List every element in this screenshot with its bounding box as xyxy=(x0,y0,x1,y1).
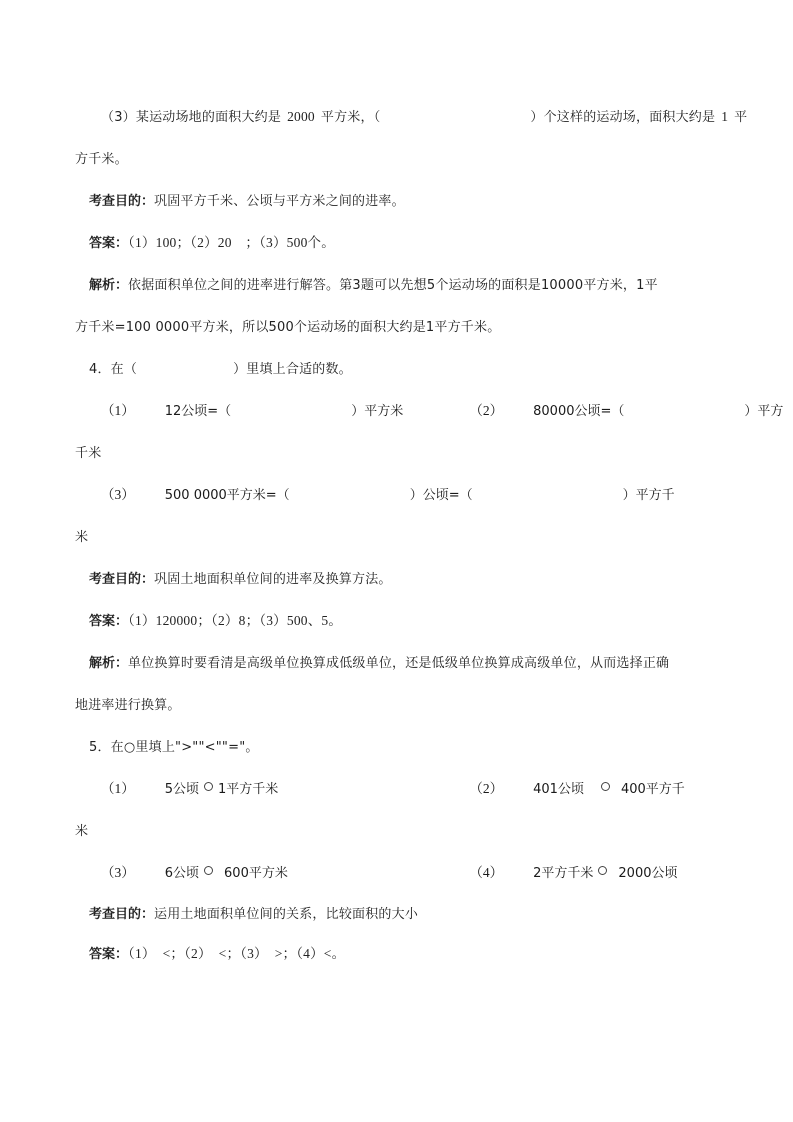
q5-title xyxy=(75,726,725,768)
q5-item-1-left: 5公顷 xyxy=(164,782,200,797)
q3-statement-part-a: （3）某运动场地的面积大约是 xyxy=(101,110,282,125)
q3-statement-line1 xyxy=(75,96,748,138)
q3-analysis-line2 xyxy=(75,306,725,348)
q4-title-head: 4．在（ xyxy=(89,362,138,377)
q4-analysis-line2 xyxy=(75,684,725,726)
q5-purpose-text: 运用土地面积单位间的关系，比较面积的大小 xyxy=(154,907,419,922)
q3-statement-part-d: 平 xyxy=(734,110,748,125)
q3-statement-part-c: ）个这样的运动场，面积大约是 xyxy=(530,110,716,125)
q5-answer-label: 答案： xyxy=(89,946,129,961)
comparison-circle-icon[interactable] xyxy=(204,866,213,875)
q5-purpose-label: 考查目的： xyxy=(89,906,155,921)
q5-item-3-label: （3） xyxy=(101,865,135,880)
q5-item-1 xyxy=(101,768,466,811)
q4-answer-label: 答案： xyxy=(89,613,129,628)
q4-item-2-text-b: ）平方 xyxy=(744,404,784,419)
q5-item-4-right: 2000公顷 xyxy=(618,866,678,881)
q4-row-2 xyxy=(75,474,725,516)
q5-title-text: 5．在○里填上">""<""="。 xyxy=(89,740,259,755)
q5-item-2-label: （2） xyxy=(469,781,504,796)
q4-answer xyxy=(75,600,725,642)
q5-item-4 xyxy=(469,852,677,895)
q3-answer-label: 答案： xyxy=(89,235,129,250)
q4-item-3-wrap: 米 xyxy=(75,530,89,545)
q5-item-2-left: 401公顷 xyxy=(533,782,584,797)
q5-item-4-left: 2平方千米 xyxy=(533,866,594,881)
q4-row-1 xyxy=(75,390,784,432)
q5-item-1-label: （1） xyxy=(101,781,135,796)
q4-item-1 xyxy=(101,390,466,433)
q4-analysis-text-1: 单位换算时要看清是高级单位换算成低级单位，还是低级单位换算成高级单位，从而选择正确 xyxy=(128,656,670,671)
q3-statement-number: 2000 xyxy=(287,109,315,124)
q3-purpose xyxy=(75,180,725,222)
q4-item-2-wrap: 千米 xyxy=(75,446,102,461)
q4-title xyxy=(75,348,725,390)
q4-purpose-label: 考查目的： xyxy=(89,571,155,586)
q4-row-1-wrap xyxy=(75,432,725,474)
comparison-circle-icon[interactable] xyxy=(601,782,610,791)
q3-statement-line2 xyxy=(75,138,725,180)
q5-item-2 xyxy=(469,768,684,811)
q5-row-1-wrap xyxy=(75,810,725,852)
q4-row-2-wrap xyxy=(75,516,725,558)
q4-analysis-text-2: 地进率进行换算。 xyxy=(75,698,181,713)
q5-item-2-right: 400平方千 xyxy=(620,782,685,797)
q4-item-3-label: （3） xyxy=(101,487,135,502)
q5-item-3-right: 600平方米 xyxy=(224,866,288,881)
q4-purpose xyxy=(75,558,725,600)
q4-item-1-text-a: 12公顷=（ xyxy=(164,404,232,419)
q5-answer-text: （1） <；（2） <；（3） >；（4）<。 xyxy=(128,946,346,961)
q5-item-2-wrap: 米 xyxy=(75,824,89,839)
q4-item-3-text-c: ）平方千 xyxy=(622,488,675,503)
q5-item-3-left: 6公顷 xyxy=(164,866,200,881)
q4-item-1-label: （1） xyxy=(101,403,135,418)
q5-item-4-label: （4） xyxy=(469,865,504,880)
q4-item-3-text-a: 500 0000平方米=（ xyxy=(164,488,290,503)
document-body xyxy=(75,96,784,974)
q4-purpose-text: 巩固土地面积单位间的进率及换算方法。 xyxy=(154,572,392,587)
q3-statement-number-2: 1 xyxy=(721,109,729,124)
q4-item-2-text-a: 80000公顷=（ xyxy=(533,404,625,419)
q3-analysis-text-2: 方千米=100 0000平方米，所以500个运动场的面积大约是1平方千米。 xyxy=(75,320,501,335)
q5-item-1-right: 1平方千米 xyxy=(218,782,279,797)
q4-item-2 xyxy=(469,390,783,433)
q5-row-1 xyxy=(75,768,725,810)
q4-item-3-text-b: ）公顷=（ xyxy=(409,488,473,503)
q5-answer xyxy=(75,934,725,974)
comparison-circle-icon[interactable] xyxy=(598,866,607,875)
q3-purpose-label: 考查目的： xyxy=(89,193,155,208)
q3-answer-text: （1）100；（2）20 ；（3）500个。 xyxy=(128,235,335,250)
comparison-circle-icon[interactable] xyxy=(204,782,213,791)
q5-row-2 xyxy=(75,852,725,894)
q4-title-tail: ）里填上合适的数。 xyxy=(233,362,352,377)
q4-item-1-text-b: ）平方米 xyxy=(351,404,404,419)
q3-analysis-line1 xyxy=(75,264,725,306)
q3-statement-line2-text: 方千米。 xyxy=(75,152,128,167)
q3-statement-part-b: 平方米，（ xyxy=(320,110,381,125)
q4-analysis-line1 xyxy=(75,642,725,684)
q4-answer-text: （1）120000；（2）8；（3）500、5。 xyxy=(128,613,343,628)
q3-analysis-text-1: 依据面积单位之间的进率进行解答。第3题可以先想5个运动场的面积是10000平方米，1平 xyxy=(128,278,658,293)
q5-item-3 xyxy=(101,852,466,895)
q4-analysis-label: 解析： xyxy=(89,655,129,670)
q3-purpose-text: 巩固平方千米、公顷与平方米之间的进率。 xyxy=(154,194,405,209)
q3-analysis-label: 解析： xyxy=(89,277,129,292)
q4-item-2-label: （2） xyxy=(469,403,504,418)
q5-purpose xyxy=(75,894,725,934)
q3-answer xyxy=(75,222,725,264)
